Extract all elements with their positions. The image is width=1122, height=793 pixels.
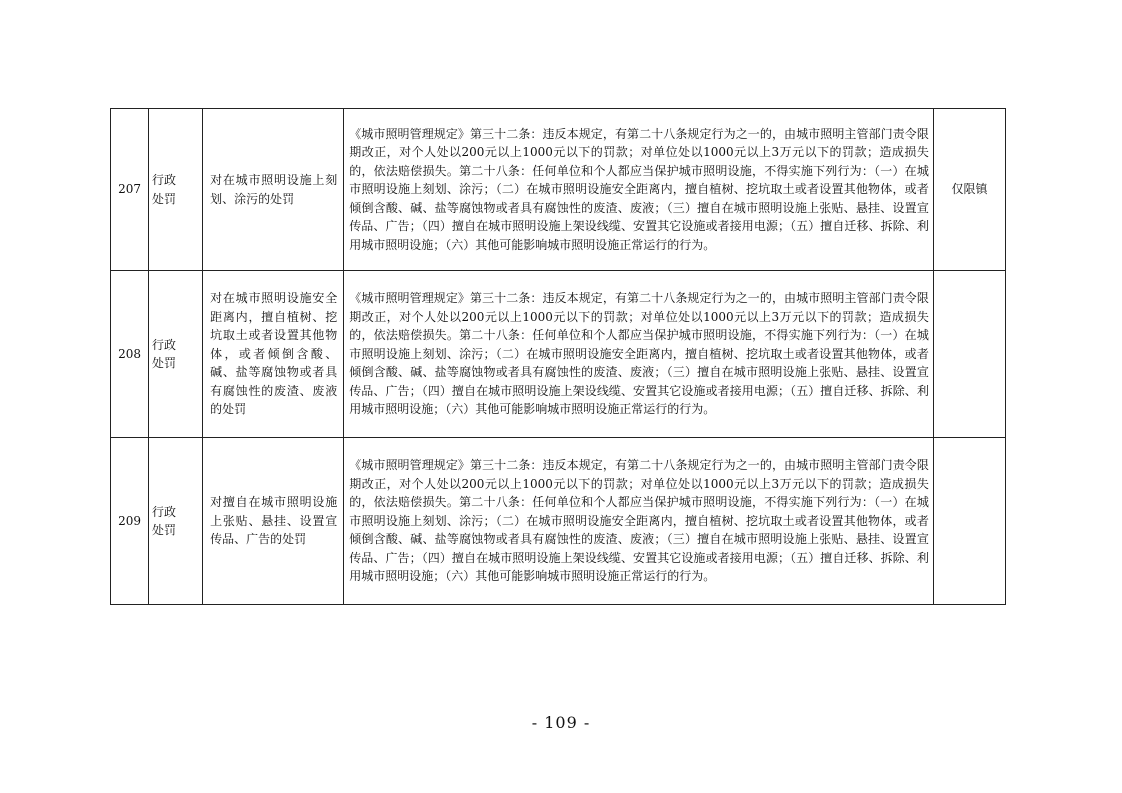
page-number: - 109 - — [531, 713, 591, 732]
note-cell — [933, 109, 1005, 271]
row-number: 209 — [118, 513, 141, 528]
note: 仅限镇 — [951, 182, 988, 197]
legal-basis: 《城市照明管理规定》第三十二条：违反本规定，有第二十八条规定行为之一的，由城市照明主管部门责令限期改正，对个人处以200元以上1000元以下的罚款；对单位处以1000元以上3万元以下的罚款；造成损失的，依法赔偿损失。第二十八条：任何单位和个人都应当保护城市照明设施，不得实施下列行为：（一）在城市照明设施上刻划、涂污；（二）在城市照明设施安全距离内，擅自植树、挖坑取土或者设置其他物体，或者倾倒含酸、碱、盐等腐蚀物或者具有腐蚀性的废渣、废液；（三）擅自在城市照明设施上张贴、悬挂、设置宣传品、广告；（四）擅自在城市照明设施上架设线缆、安置其它设施或者接用电源；（五）擅自迁移、拆除、利用城市照明设施；（六）其他可能影响城市照明设施正常运行的行为。 — [349, 458, 929, 584]
penalty-item-cell — [203, 109, 344, 271]
penalty-table — [110, 108, 1006, 605]
row-number-cell — [111, 438, 149, 605]
penalty-type-cell — [149, 271, 203, 438]
penalty-item: 对在城市照明设施上刻划、涂污的处罚 — [210, 173, 338, 206]
legal-basis-cell — [344, 271, 934, 438]
penalty-type-cell — [149, 438, 203, 605]
penalty-type: 行政处罚 — [152, 504, 177, 537]
legal-basis: 《城市照明管理规定》第三十二条：违反本规定，有第二十八条规定行为之一的，由城市照明主管部门责令限期改正，对个人处以200元以上1000元以下的罚款；对单位处以1000元以上3万元以下的罚款；造成损失的，依法赔偿损失。第二十八条：任何单位和个人都应当保护城市照明设施，不得实施下列行为：（一）在城市照明设施上刻划、涂污；（二）在城市照明设施安全距离内，擅自植树、挖坑取土或者设置其他物体，或者倾倒含酸、碱、盐等腐蚀物或者具有腐蚀性的废渣、废液；（三）擅自在城市照明设施上张贴、悬挂、设置宣传品、广告；（四）擅自在城市照明设施上架设线缆、安置其它设施或者接用电源；（五）擅自迁移、拆除、利用城市照明设施；（六）其他可能影响城市照明设施正常运行的行为。 — [349, 291, 929, 417]
table-row — [111, 109, 1006, 271]
row-number-cell — [111, 109, 149, 271]
note-cell — [933, 438, 1005, 605]
legal-basis: 《城市照明管理规定》第三十二条：违反本规定，有第二十八条规定行为之一的，由城市照明主管部门责令限期改正，对个人处以200元以上1000元以下的罚款；对单位处以1000元以上3万元以下的罚款；造成损失的，依法赔偿损失。第二十八条：任何单位和个人都应当保护城市照明设施，不得实施下列行为：（一）在城市照明设施上刻划、涂污；（二）在城市照明设施安全距离内，擅自植树、挖坑取土或者设置其他物体，或者倾倒含酸、碱、盐等腐蚀物或者具有腐蚀性的废渣、废液；（三）擅自在城市照明设施上张贴、悬挂、设置宣传品、广告；（四）擅自在城市照明设施上架设线缆、安置其它设施或者接用电源；（五）擅自迁移、拆除、利用城市照明设施；（六）其他可能影响城市照明设施正常运行的行为。 — [349, 126, 929, 252]
table-row — [111, 271, 1006, 438]
legal-basis-cell — [344, 109, 934, 271]
legal-basis-cell — [344, 438, 934, 605]
note-cell — [933, 271, 1005, 438]
penalty-type-cell — [149, 109, 203, 271]
penalty-type: 行政处罚 — [152, 173, 177, 206]
row-number: 208 — [118, 346, 141, 361]
penalty-type: 行政处罚 — [152, 337, 177, 370]
penalty-item: 对在城市照明设施安全距离内，擅自植树、挖坑取土或者设置其他物体，或者倾倒含酸、碱、盐等腐蚀物或者具有腐蚀性的废渣、废液的处罚 — [210, 291, 338, 417]
row-number: 207 — [118, 182, 141, 197]
penalty-item: 对擅自在城市照明设施上张贴、悬挂、设置宣传品、广告的处罚 — [210, 495, 338, 547]
penalty-item-cell — [203, 271, 344, 438]
table-row — [111, 438, 1006, 605]
penalty-item-cell — [203, 438, 344, 605]
row-number-cell — [111, 271, 149, 438]
